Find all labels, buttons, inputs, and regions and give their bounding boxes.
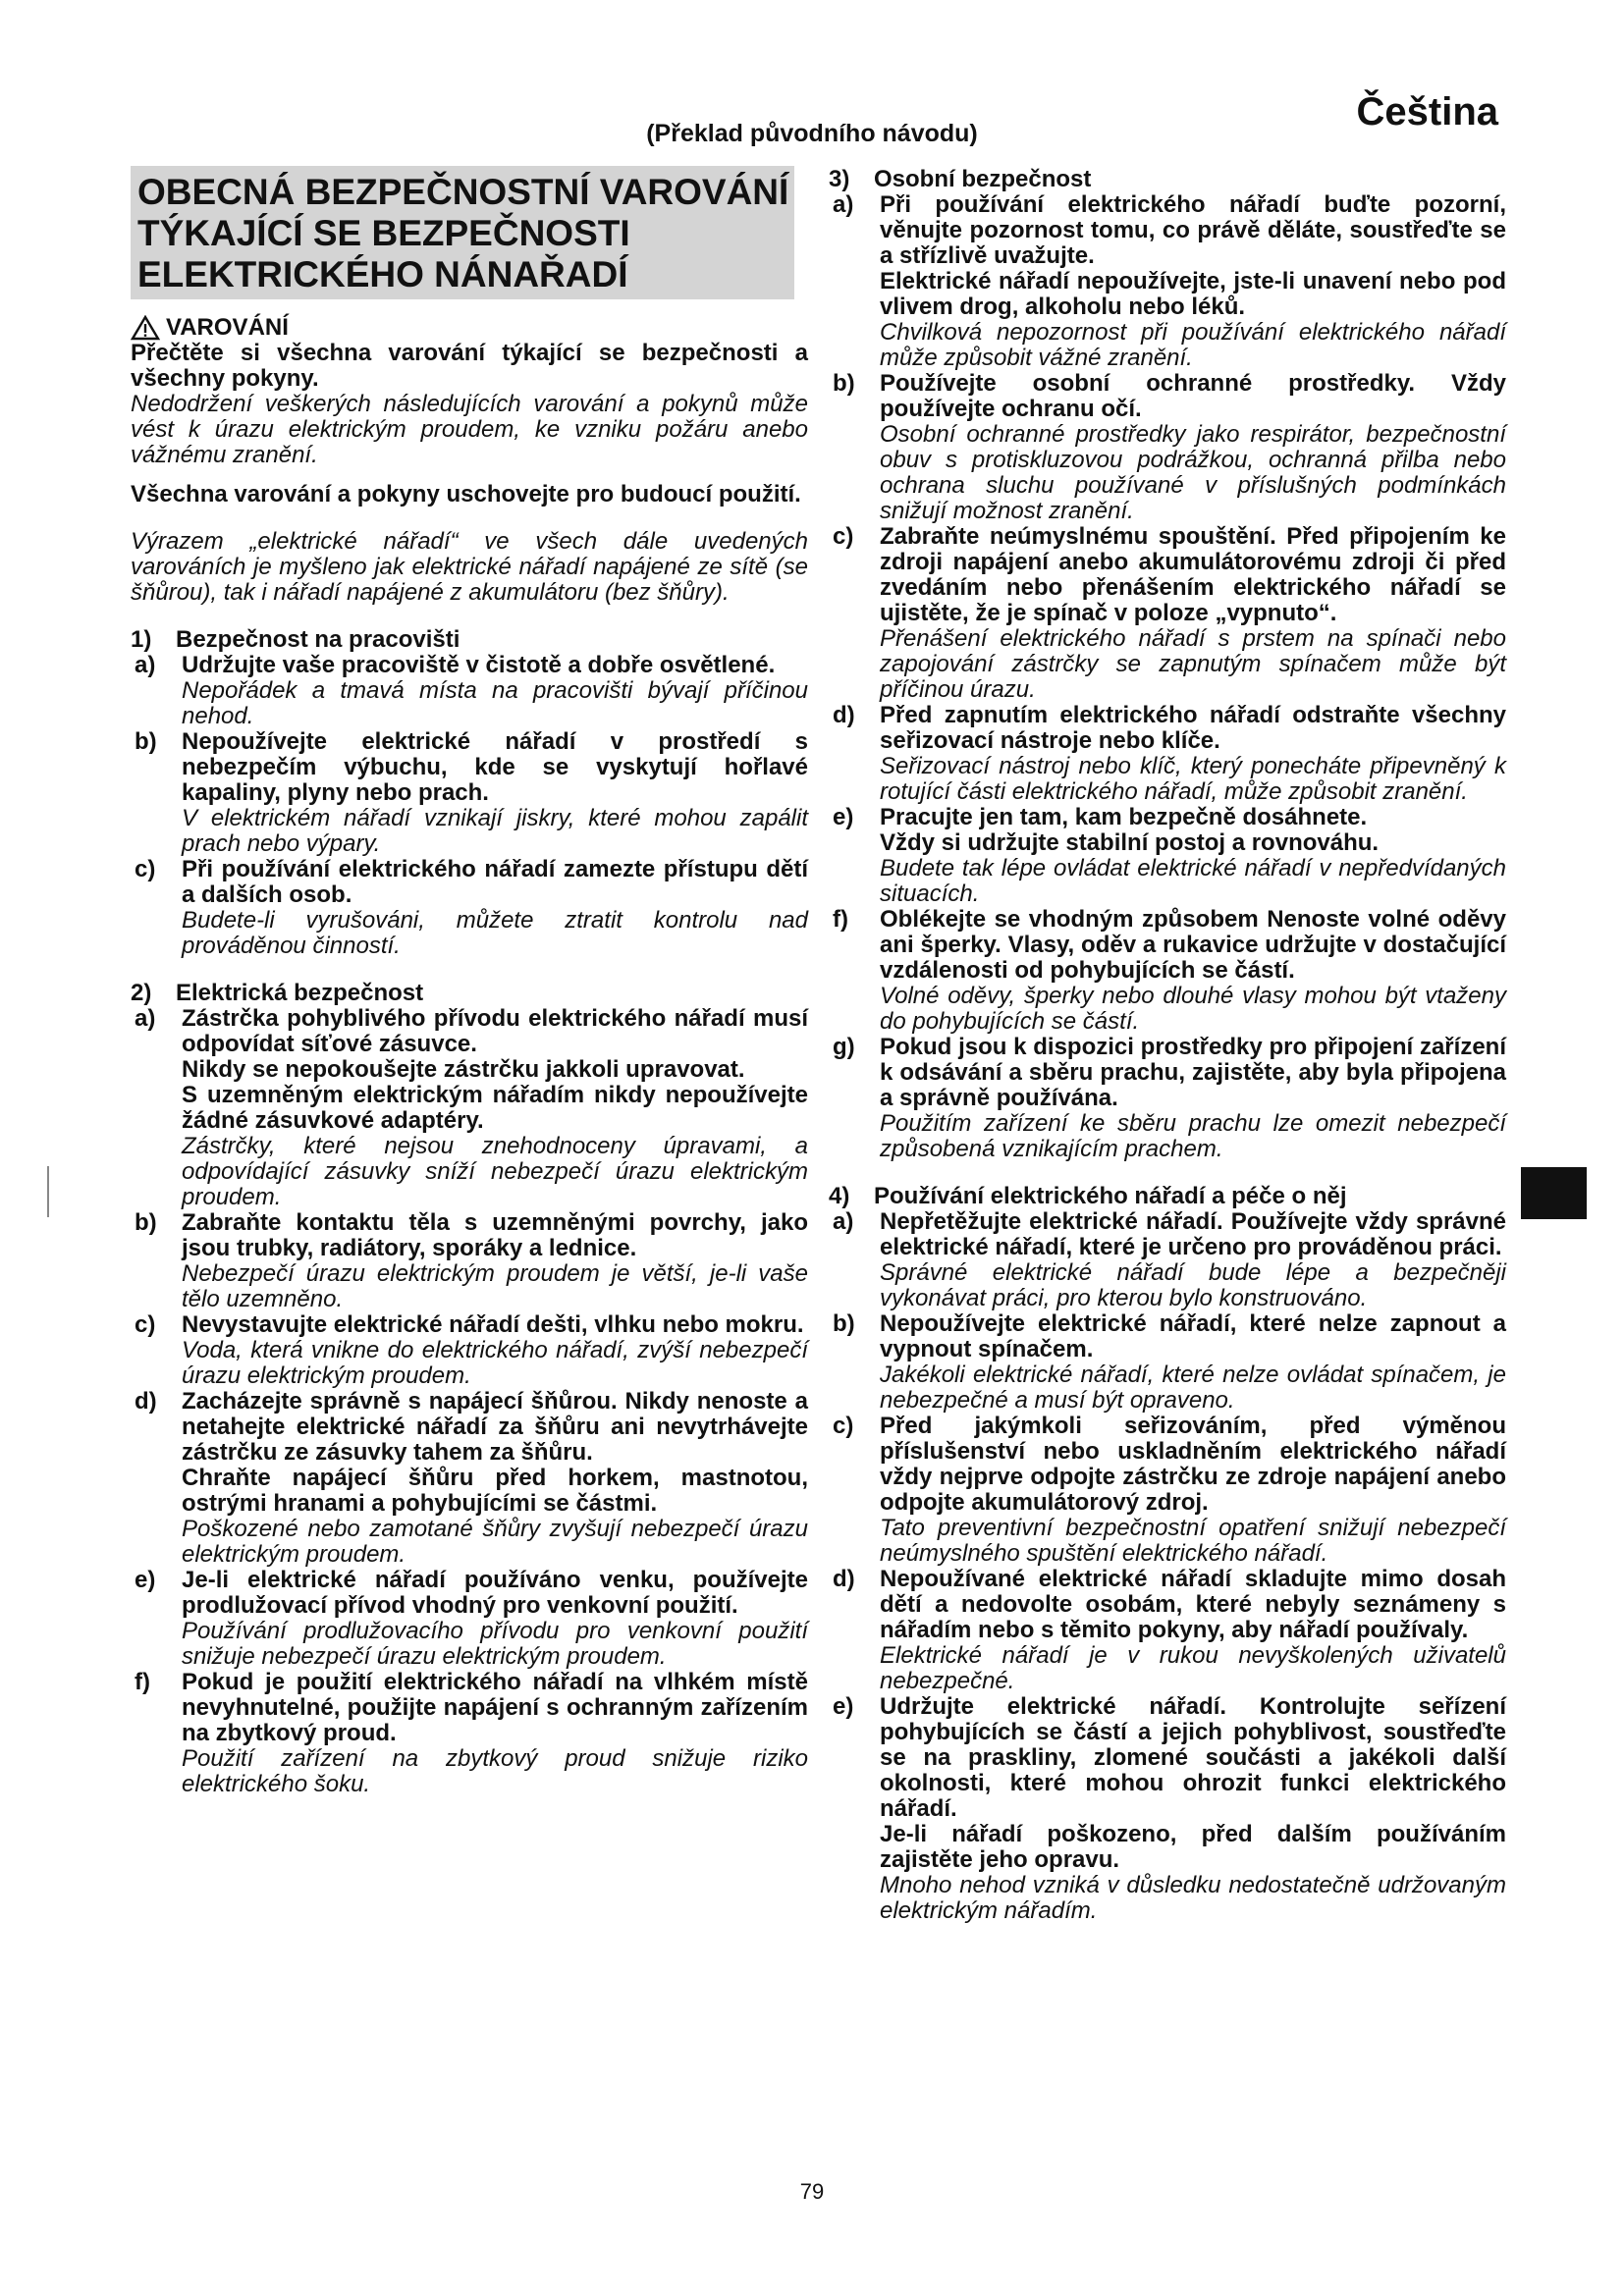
list-item [833,703,1506,805]
page-number: 79 [799,2179,825,2204]
list-item [135,1670,808,1797]
list-item [833,1694,1506,1924]
list-item [833,524,1506,703]
list-item [833,1414,1506,1567]
list-item [135,653,808,729]
section-2-items [131,1006,808,1797]
title-line: OBECNÁ BEZPEČNOSTNÍ VAROVÁNÍ [137,172,789,212]
list-item [833,192,1506,371]
list-item [833,1209,1506,1311]
item-instruction: Je-li elektrické nářadí používáno venku, používejte prodlužovací přívod vhodný pro venkovní použití. [182,1567,808,1619]
item-instruction: Při používání elektrického nářadí buďte pozorní, věnujte pozornost tomu, co právě děláte, soustřeďte se a střízlivě uvažujte. [880,191,1506,269]
title-line: ELEKTRICKÉHO NÁNAŘADÍ [137,254,628,294]
item-note: Použitím zařízení ke sběru prachu lze omezit nebezpečí způsobená vznikajícím prachem. [880,1110,1506,1162]
item-marker: a) [833,1208,854,1235]
item-marker: f) [135,1669,150,1695]
title-line: TÝKAJÍCÍ SE BEZPEČNOSTI [137,213,630,253]
warning-heading [131,315,808,341]
item-instruction: Pokud je použití elektrického nářadí na vlhkém místě nevyhnutelné, použijte napájení s ochranným zařízením na zbytkový proud. [182,1669,808,1746]
item-instruction: Před jakýmkoli seřizováním, před výměnou příslušenství nebo uskladněním elektrického nářadí vždy nejprve odpojte zástrčku ze zdroje napájení anebo odpojte akumulátorový zdroj. [880,1413,1506,1516]
item-instruction: Nepoužívejte elektrické nářadí, které nelze zapnout a vypnout spínačem. [880,1310,1506,1362]
section-3-items [829,192,1506,1162]
item-marker: d) [135,1388,157,1415]
item-instruction: S uzemněným elektrickým nářadím nikdy nepoužívejte žádné zásuvkové adaptéry. [182,1082,808,1134]
item-marker: c) [135,856,156,882]
item-instruction: Vždy si udržujte stabilní postoj a rovnováhu. [880,829,1380,856]
item-note: Použití zařízení na zbytkový proud snižuje riziko elektrického šoku. [182,1745,808,1797]
document-subtitle: (Překlad původního návodu) [646,120,978,147]
scan-margin-mark [47,1166,49,1217]
list-item [833,1311,1506,1414]
item-instruction: Je-li nářadí poškozeno, před dalším používáním zajistěte jeho opravu. [880,1821,1506,1873]
section-heading-3: 3) Osobní bezpečnost [829,166,1092,192]
list-item [135,1210,808,1312]
item-instruction: Zacházejte správně s napájecí šňůrou. Nikdy nenoste a netahejte elektrické nářadí za šňůru ani nevytrhávejte zástrčku ze zásuvky tahem za šňůru. [182,1388,808,1466]
list-item [135,1568,808,1670]
item-note: Přenášení elektrického nářadí s prstem na spínači nebo zapojování zástrčky se zapnutým spínačem může být příčinou úrazu. [880,625,1506,703]
item-note: Nebezpečí úrazu elektrickým proudem je větší, je-li vaše tělo uzemněno. [182,1260,808,1312]
section-heading-2: 2) Elektrická bezpečnost [131,980,424,1006]
item-instruction: Zabraňte neúmyslnému spouštění. Před připojením ke zdroji napájení anebo akumulátorovému zdroji či před zvedáním nebo přenášením elektrického nářadí se ujistěte, že je spínač v poloze „vypnuto“. [880,523,1506,626]
item-marker: a) [135,652,156,678]
item-note: Voda, která vnikne do elektrického nářadí, zvýší nebezpečí úrazu elektrickým proudem. [182,1337,808,1389]
list-item [833,805,1506,907]
item-marker: a) [833,191,854,218]
item-marker: b) [833,370,855,397]
item-note: Používání prodlužovacího přívodu pro venkovní použití snižuje nebezpečí úrazu elektrickým proudem. [182,1618,808,1670]
read-all-instruction: Přečtěte si všechna varování týkající se bezpečnosti a všechny pokyny. [131,340,808,392]
list-item [135,857,808,959]
item-note: Zástrčky, které nejsou znehodnoceny úpravami, a odpovídající zásuvky sníží nebezpečí úrazu elektrickým proudem. [182,1133,808,1210]
item-instruction: Udržujte elektrické nářadí. Kontrolujte seřízení pohybujících se částí a jejich pohyblivost, soustřeďte se na praskliny, zlomené součásti a jakékoli další okolnosti, které mohou ohrozit funkci elektrického nářadí. [880,1693,1506,1822]
section-4-items [829,1209,1506,1924]
item-marker: d) [833,702,855,728]
item-note: Poškozené nebo zamotané šňůry zvyšují nebezpečí úrazu elektrickým proudem. [182,1516,808,1568]
item-instruction: Zástrčka pohyblivého přívodu elektrického nářadí musí odpovídat síťové zásuvce. [182,1005,808,1057]
item-instruction: Nikdy se nepokoušejte zástrčku jakkoli upravovat. [182,1056,745,1083]
item-note: Elektrické nářadí je v rukou nevyškolených uživatelů nebezpečné. [880,1642,1506,1694]
language-label: Čeština [1356,90,1498,133]
item-marker: g) [833,1034,855,1060]
item-marker: e) [135,1567,156,1593]
item-marker: e) [833,1693,854,1720]
item-instruction: Elektrické nářadí nepoužívejte, jste-li unavení nebo pod vlivem drog, alkoholu nebo léků. [880,268,1506,320]
section-1-items [131,653,808,959]
keep-instructions: Všechna varování a pokyny uschovejte pro budoucí použití. [131,481,801,507]
item-marker: e) [833,804,854,830]
item-instruction: Chraňte napájecí šňůru před horkem, mastnotou, ostrými hranami a pohybujícími se částmi. [182,1465,808,1517]
item-note: Správné elektrické nářadí bude lépe a bezpečněji vykonávat práci, pro kterou bylo konstruováno. [880,1259,1506,1311]
left-column [131,315,808,1797]
section-heading-1: 1) Bezpečnost na pracovišti [131,626,460,653]
item-instruction: Nepoužívejte elektrické nářadí v prostředí s nebezpečím výbuchu, kde se vyskytují hořlavé kapaliny, plyny nebo prach. [182,728,808,806]
warning-triangle-icon [131,315,160,341]
item-note: V elektrickém nářadí vznikají jiskry, které mohou zapálit prach nebo výpary. [182,805,808,857]
list-item [135,729,808,857]
item-marker: f) [833,906,848,933]
item-marker: b) [833,1310,855,1337]
item-note: Seřizovací nástroj nebo klíč, který ponecháte připevněný k rotující části elektrického nářadí, může způsobit zranění. [880,753,1506,805]
list-item [833,1567,1506,1694]
list-item [833,371,1506,524]
section-title-box [131,166,794,299]
item-note: Nepořádek a tmavá místa na pracovišti bývají příčinou nehod. [182,677,808,729]
item-instruction: Před zapnutím elektrického nářadí odstraňte všechny seřizovací nástroje nebo klíče. [880,702,1506,754]
item-instruction: Používejte osobní ochranné prostředky. Vždy používejte ochranu očí. [880,370,1506,422]
term-note: Výrazem „elektrické nářadí“ ve všech dále uvedených varováních je myšleno jak elektrické nářadí napájené ze sítě (se šňůrou), tak i nářadí napájené z akumulátoru (bez šňůry). [131,528,808,606]
item-instruction: Zabraňte kontaktu těla s uzemněnými povrchy, jako jsou trubky, radiátory, sporáky a lednice. [182,1209,808,1261]
item-marker: a) [135,1005,156,1032]
warning-label: VAROVÁNÍ [166,314,289,341]
item-marker: b) [135,1209,157,1236]
item-instruction: Nevystavujte elektrické nářadí dešti, vlhku nebo mokru. [182,1311,804,1338]
item-instruction: Oblékejte se vhodným způsobem Nenoste volné oděvy ani šperky. Vlasy, oděv a rukavice udržujte v dostačující vzdálenosti od pohybujících se částí. [880,906,1506,984]
item-note: Tato preventivní bezpečnostní opatření snižují nebezpečí neúmyslného spuštění elektrického nářadí. [880,1515,1506,1567]
item-note: Mnoho nehod vzniká v důsledku nedostatečně udržovaným elektrickým nářadím. [880,1872,1506,1924]
item-marker: d) [833,1566,855,1592]
item-note: Volné oděvy, šperky nebo dlouhé vlasy mohou být vtaženy do pohybujících se částí. [880,983,1506,1035]
item-note: Chvilková nepozornost při používání elektrického nářadí může způsobit vážné zranění. [880,319,1506,371]
item-marker: c) [833,523,854,550]
item-marker: b) [135,728,157,755]
item-instruction: Při používání elektrického nářadí zamezte přístupu dětí a dalších osob. [182,856,808,908]
item-note: Osobní ochranné prostředky jako respirátor, bezpečnostní obuv s protiskluzovou podrážkou, ochranná přilba nebo ochrana sluchu používané v příslušných podmínkách snižují možnost zranění. [880,421,1506,524]
list-item [135,1389,808,1568]
item-note: Budete-li vyrušováni, můžete ztratit kontrolu nad prováděnou činností. [182,907,808,959]
list-item [833,907,1506,1035]
list-item [135,1312,808,1389]
language-side-tab [1521,1167,1587,1219]
item-instruction: Nepoužívané elektrické nářadí skladujte mimo dosah dětí a nedovolte osobám, které nebyly seznámeny s nářadím nebo s těmito pokyny, aby nářadí používaly. [880,1566,1506,1643]
item-marker: c) [833,1413,854,1439]
item-instruction: Udržujte vaše pracoviště v čistotě a dobře osvětlené. [182,652,776,678]
item-instruction: Nepřetěžujte elektrické nářadí. Používejte vždy správné elektrické nářadí, které je určeno pro prováděnou práci. [880,1208,1506,1260]
item-marker: c) [135,1311,156,1338]
item-note: Budete tak lépe ovládat elektrické nářadí v nepředvídaných situacích. [880,855,1506,907]
item-note: Jakékoli elektrické nářadí, které nelze ovládat spínačem, je nebezpečné a musí být opraveno. [880,1362,1506,1414]
section-heading-4: 4) Používání elektrického nářadí a péče o něj [829,1183,1347,1209]
item-instruction: Pokud jsou k dispozici prostředky pro připojení zařízení k odsávání a sběru prachu, zajistěte, aby byla připojena a správně používána. [880,1034,1506,1111]
list-item [135,1006,808,1210]
read-all-note: Nedodržení veškerých následujících varování a pokynů může vést k úrazu elektrickým proudem, ke vzniku požáru anebo vážnému zranění. [131,391,808,468]
list-item [833,1035,1506,1162]
right-column [829,167,1506,1924]
item-instruction: Pracujte jen tam, kam bezpečně dosáhnete. [880,804,1368,830]
